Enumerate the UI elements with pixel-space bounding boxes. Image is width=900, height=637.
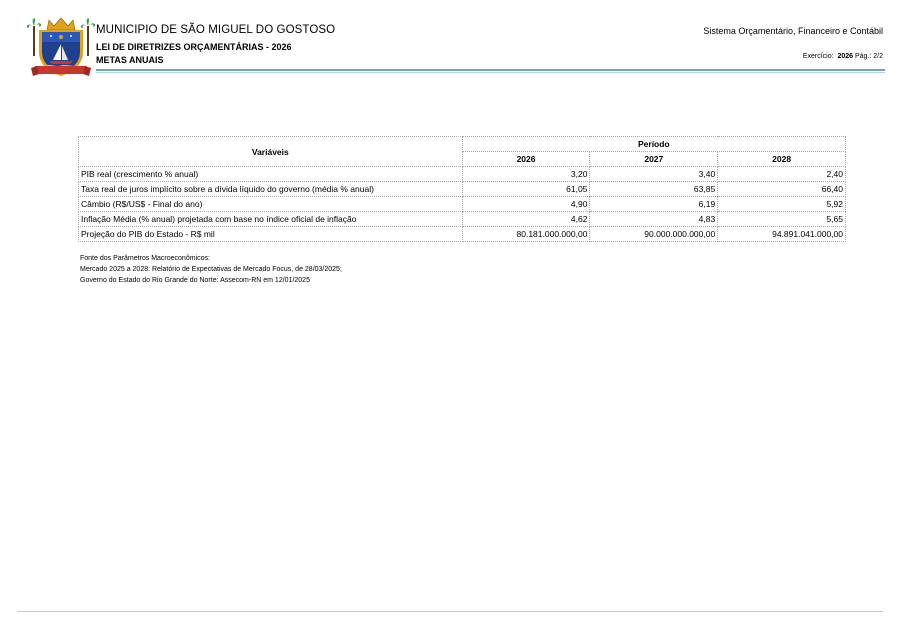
row-value: 6,19 bbox=[590, 197, 718, 212]
table-header-row bbox=[79, 137, 846, 152]
table-row bbox=[79, 227, 846, 242]
year-header: 2028 bbox=[718, 152, 846, 167]
table-row bbox=[79, 167, 846, 182]
page-number: Pág.: 2/2 bbox=[854, 53, 883, 60]
row-value: 2,40 bbox=[718, 167, 846, 182]
row-value: 63,85 bbox=[590, 182, 718, 197]
exercise-page-info bbox=[803, 53, 883, 60]
document-title: LEI DE DIRETRIZES ORÇAMENTÁRIAS - 2026 bbox=[96, 42, 292, 52]
section-title: METAS ANUAIS bbox=[96, 55, 164, 65]
row-value: 5,65 bbox=[718, 212, 846, 227]
row-label: PIB real (crescimento % anual) bbox=[79, 167, 463, 182]
exercise-year: 2026 bbox=[837, 53, 854, 60]
row-value: 66,40 bbox=[718, 182, 846, 197]
municipality-name: MUNICIPIO DE SÃO MIGUEL DO GOSTOSO bbox=[96, 24, 336, 36]
row-value: 90.000.000.000,00 bbox=[590, 227, 718, 242]
year-header: 2026 bbox=[462, 152, 590, 167]
report-header bbox=[0, 0, 900, 80]
annual-targets-table bbox=[78, 136, 846, 242]
source-line: Governo do Estado do Rio Grande do Norte: Assecom-RN em 12/01/2025 bbox=[80, 277, 310, 284]
row-value: 3,20 bbox=[462, 167, 590, 182]
variables-header: Variáveis bbox=[79, 137, 463, 167]
row-label: Taxa real de juros implícito sobre a dívida líquido do governo (média % anual) bbox=[79, 182, 463, 197]
row-value: 3,40 bbox=[590, 167, 718, 182]
table-row bbox=[79, 197, 846, 212]
year-header: 2027 bbox=[590, 152, 718, 167]
municipal-coat-of-arms-logo bbox=[27, 16, 95, 80]
row-value: 5,92 bbox=[718, 197, 846, 212]
row-value: 80.181.000.000,00 bbox=[462, 227, 590, 242]
table-row bbox=[79, 212, 846, 227]
row-label: Inflação Média (% anual) projetada com base no índice oficial de inflação bbox=[79, 212, 463, 227]
period-header: Período bbox=[462, 137, 845, 152]
sources-note bbox=[80, 253, 342, 286]
sources-heading: Fonte dos Parâmetros Macroeconômicos: bbox=[80, 255, 210, 262]
row-label: Câmbio (R$/US$ - Final do ano) bbox=[79, 197, 463, 212]
header-rule-light bbox=[96, 72, 885, 73]
exercise-label: Exercício: bbox=[802, 53, 834, 60]
row-value: 4,62 bbox=[462, 212, 590, 227]
row-label: Projeção do PIB do Estado - R$ mil bbox=[79, 227, 463, 242]
table-row bbox=[79, 182, 846, 197]
source-line: Mercado 2025 a 2028: Relatório de Expectativas de Mercado Focus, de 28/03/2025; bbox=[80, 266, 342, 273]
row-value: 4,90 bbox=[462, 197, 590, 212]
header-rule bbox=[96, 69, 885, 71]
row-value: 61,05 bbox=[462, 182, 590, 197]
footer-rule bbox=[17, 611, 883, 612]
system-name: Sistema Orçamentário, Financeiro e Contábil bbox=[703, 26, 883, 36]
row-value: 94.891.041.000,00 bbox=[718, 227, 846, 242]
row-value: 4,83 bbox=[590, 212, 718, 227]
